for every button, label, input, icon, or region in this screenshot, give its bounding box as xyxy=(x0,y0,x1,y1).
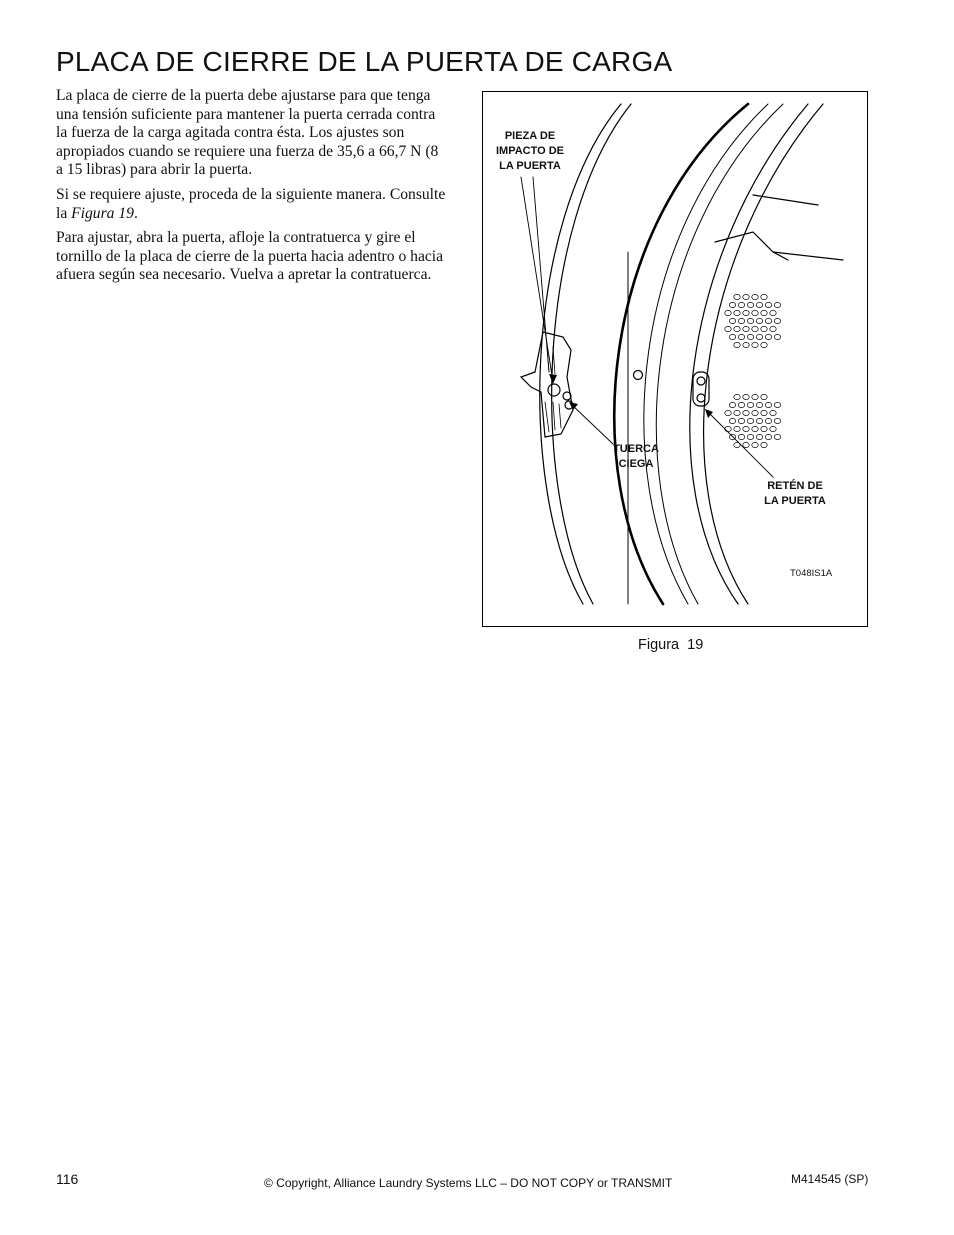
paragraph-reference-end: . xyxy=(133,204,138,222)
figure-reference: Figura 19 xyxy=(71,204,134,222)
catch-label: RETÉN DE LA PUERTA xyxy=(764,480,826,507)
copyright-notice: © Copyright, Alliance Laundry Systems LLC – DO NOT COPY or TRANSMIT xyxy=(264,1176,673,1190)
page-title: PLACA DE CIERRE DE LA PUERTA DE CARGA xyxy=(56,46,673,77)
nut-label: TUERCA CIEGA xyxy=(613,443,659,470)
page-number: 116 xyxy=(56,1171,79,1187)
figure-caption: Figura 19 xyxy=(638,637,704,653)
paragraph-reference-text: Si se requiere ajuste, proceda de la siguiente manera. Consulte la xyxy=(56,185,446,222)
figure-code: T048IS1A xyxy=(790,568,833,579)
paragraph-requirement: La placa de cierre de la puerta debe ajustarse para que tenga una tensión suficiente para mantener la puerta cerrada contra la fuerza de la carga agitada contra ésta. Los ajustes son apropiados cuando se requiere una fuerza de 35,6 a 66,7 N (8 a 15 libras) para abrir la puerta. xyxy=(56,87,439,179)
paragraph-reference xyxy=(56,186,448,223)
paragraph-procedure: Para ajustar, abra la puerta, afloje la contratuerca y gire el tornillo de la placa de cierre de la puerta hacia adentro o hacia afuera según sea necesario. Vuelva a apretar la contratuerca. xyxy=(56,229,444,284)
document-code: M414545 (SP) xyxy=(791,1172,869,1186)
strike-label: PIEZA DE IMPACTO DE LA PUERTA xyxy=(495,130,565,172)
body-text xyxy=(56,87,448,291)
drum-perforations xyxy=(725,294,781,447)
figure-19 xyxy=(482,91,868,627)
